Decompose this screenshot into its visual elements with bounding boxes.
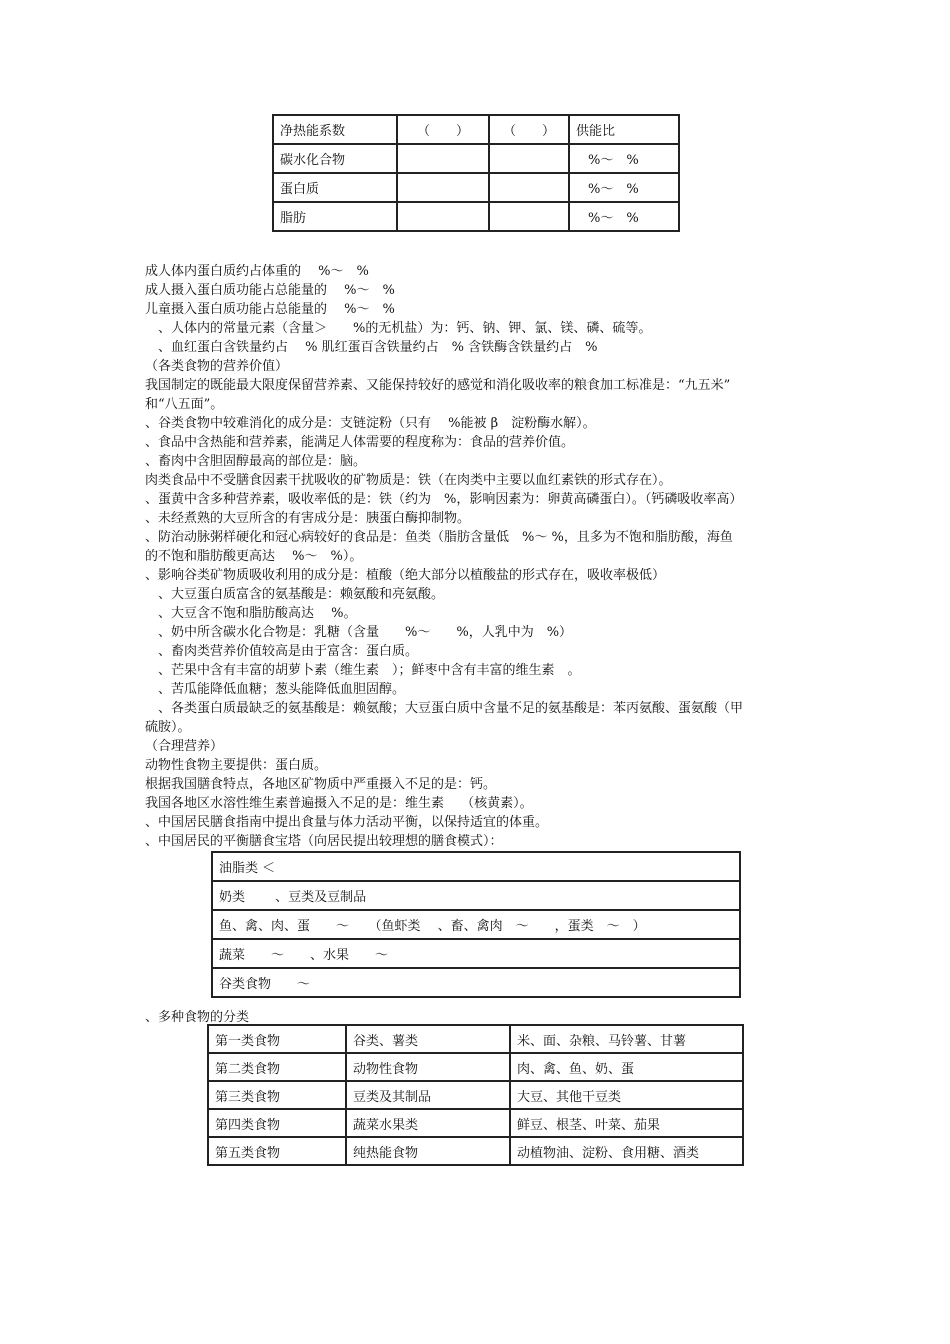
text-line: 、人体内的常量元素（含量＞ %的无机盐）为：钙、钠、钾、氯、镁、磷、硫等。 xyxy=(145,321,652,336)
table-cell: 净热能系数 xyxy=(273,115,397,144)
table-cell: 第三类食物 xyxy=(208,1081,346,1109)
text-line: 、蛋黄中含多种营养素，吸收率低的是：铁（约为 %，影响因素为：卵黄高磷蛋白）。（钙磷吸收率高） xyxy=(145,492,743,507)
text-line: 、未经煮熟的大豆所含的有害成分是：胰蛋白酶抑制物。 xyxy=(145,511,471,526)
table-cell xyxy=(397,144,489,173)
table-row xyxy=(212,910,740,939)
text-line: 、防治动脉粥样硬化和冠心病较好的食品是：鱼类（脂肪含量低 %～ %，且多为不饱和脂肪酸，海鱼 xyxy=(145,530,733,545)
table-row xyxy=(273,144,679,173)
table-cell: 动物性食物 xyxy=(346,1053,510,1081)
text-line: 成人摄入蛋白质功能占总能量的 %～ % xyxy=(145,283,395,298)
table-cell: 脂肪 xyxy=(273,202,397,231)
table-cell: 蔬菜 ～ 、水果 ～ xyxy=(212,939,740,968)
table-cell: 谷类食物 ～ xyxy=(212,968,740,997)
table-cell: （ ） xyxy=(397,115,489,144)
table-cell: %～ % xyxy=(569,202,679,231)
table-cell: 奶类 、豆类及豆制品 xyxy=(212,881,740,910)
table-cell: 纯热能食物 xyxy=(346,1137,510,1165)
table-cell: 油脂类 ＜ xyxy=(212,852,740,881)
table-cell xyxy=(489,173,569,202)
text-line: 、中国居民的平衡膳食宝塔（向居民提出较理想的膳食模式）： xyxy=(145,834,503,849)
text-line: 、食品中含热能和营养素，能满足人体需要的程度称为：食品的营养价值。 xyxy=(145,435,575,450)
table-row xyxy=(208,1053,743,1081)
text-line: 和“八五面”。 xyxy=(145,397,224,412)
text-line: 儿童摄入蛋白质功能占总能量的 %～ % xyxy=(145,302,395,317)
section-heading: （各类食物的营养价值） xyxy=(145,359,289,374)
table-row xyxy=(212,968,740,997)
section-heading: （合理营养） xyxy=(145,739,224,754)
table-cell: 豆类及其制品 xyxy=(346,1081,510,1109)
text-line: 、芒果中含有丰富的胡萝卜素（维生素 ）；鲜枣中含有丰富的维生素 。 xyxy=(145,663,581,678)
text-line: 成人体内蛋白质约占体重的 %～ % xyxy=(145,264,369,279)
text-line: 、大豆蛋白质富含的氨基酸是：赖氨酸和亮氨酸。 xyxy=(145,587,445,602)
text-line: 我国各地区水溶性维生素普遍摄入不足的是：维生素 （核黄素）。 xyxy=(145,796,533,811)
table-cell: 第四类食物 xyxy=(208,1109,346,1137)
text-line: 肉类食品中不受膳食因素干扰吸收的矿物质是：铁（在肉类中主要以血红素铁的形式存在）。 xyxy=(145,473,672,488)
text-line: 、谷类食物中较难消化的成分是：支链淀粉（只有 %能被 β 淀粉酶水解）。 xyxy=(145,416,596,431)
energy-table xyxy=(272,114,680,232)
text-line: 、影响谷类矿物质吸收利用的成分是：植酸（绝大部分以植酸盐的形式存在，吸收率极低） xyxy=(145,568,666,583)
food-classification-table xyxy=(207,1024,744,1166)
text-line: 硫胺）。 xyxy=(145,720,191,735)
table-cell: 碳水化合物 xyxy=(273,144,397,173)
table-row xyxy=(273,173,679,202)
text-line: 动物性食物主要提供：蛋白质。 xyxy=(145,758,328,773)
text-line: 、血红蛋白含铁量约占 % 肌红蛋百含铁量约占 % 含铁酶含铁量约占 % xyxy=(145,340,598,355)
text-line: 、奶中所含碳水化合物是：乳糖（含量 %～ %，人乳中为 %） xyxy=(145,625,573,640)
table-row xyxy=(208,1081,743,1109)
table-cell: 肉、禽、鱼、奶、蛋 xyxy=(510,1053,743,1081)
table-row xyxy=(208,1025,743,1053)
text-line: 、大豆含不饱和脂肪酸高达 %。 xyxy=(145,606,357,621)
table-cell: 鲜豆、根茎、叶菜、茄果 xyxy=(510,1109,743,1137)
text-line: 、畜肉类营养价值较高是由于富含：蛋白质。 xyxy=(145,644,419,659)
table-cell: 第一类食物 xyxy=(208,1025,346,1053)
table-cell: 谷类、薯类 xyxy=(346,1025,510,1053)
section-heading: 、多种食物的分类 xyxy=(145,1010,250,1025)
table-row xyxy=(273,202,679,231)
table-cell: （ ） xyxy=(489,115,569,144)
text-line: 、中国居民膳食指南中提出食量与体力活动平衡，以保持适宜的体重。 xyxy=(145,815,549,830)
text-line: 根据我国膳食特点，各地区矿物质中严重摄入不足的是：钙。 xyxy=(145,777,497,792)
table-cell: %～ % xyxy=(569,173,679,202)
table-row xyxy=(212,881,740,910)
text-line: 、各类蛋白质最缺乏的氨基酸是：赖氨酸；大豆蛋白质中含量不足的氨基酸是：苯丙氨酸、蛋氨酸（甲 xyxy=(145,701,744,716)
text-line: 、畜肉中含胆固醇最高的部位是：脑。 xyxy=(145,454,367,469)
table-row xyxy=(273,115,679,144)
table-cell: %～ % xyxy=(569,144,679,173)
table-cell xyxy=(397,202,489,231)
food-pyramid-table xyxy=(211,851,741,998)
text-line: 我国制定的既能最大限度保留营养素、又能保持较好的感觉和消化吸收率的粮食加工标准是：“九五米” xyxy=(145,378,731,393)
table-cell: 大豆、其他干豆类 xyxy=(510,1081,743,1109)
text-line: 、苦瓜能降低血糖；葱头能降低血胆固醇。 xyxy=(145,682,406,697)
table-cell: 动植物油、淀粉、食用糖、酒类 xyxy=(510,1137,743,1165)
table-cell: 第二类食物 xyxy=(208,1053,346,1081)
table-cell xyxy=(489,202,569,231)
table-row xyxy=(212,939,740,968)
table-row xyxy=(212,852,740,881)
table-cell: 蔬菜水果类 xyxy=(346,1109,510,1137)
table-cell: 鱼、禽、肉、蛋 ～ （鱼虾类 、畜、禽肉 ～ ，蛋类 ～ ） xyxy=(212,910,740,939)
table-cell: 米、面、杂粮、马铃薯、甘薯 xyxy=(510,1025,743,1053)
table-cell xyxy=(397,173,489,202)
table-cell xyxy=(489,144,569,173)
table-cell: 第五类食物 xyxy=(208,1137,346,1165)
table-row xyxy=(208,1137,743,1165)
table-cell: 供能比 xyxy=(569,115,679,144)
text-line: 的不饱和脂肪酸更高达 %～ %）。 xyxy=(145,549,363,564)
table-cell: 蛋白质 xyxy=(273,173,397,202)
table-row xyxy=(208,1109,743,1137)
